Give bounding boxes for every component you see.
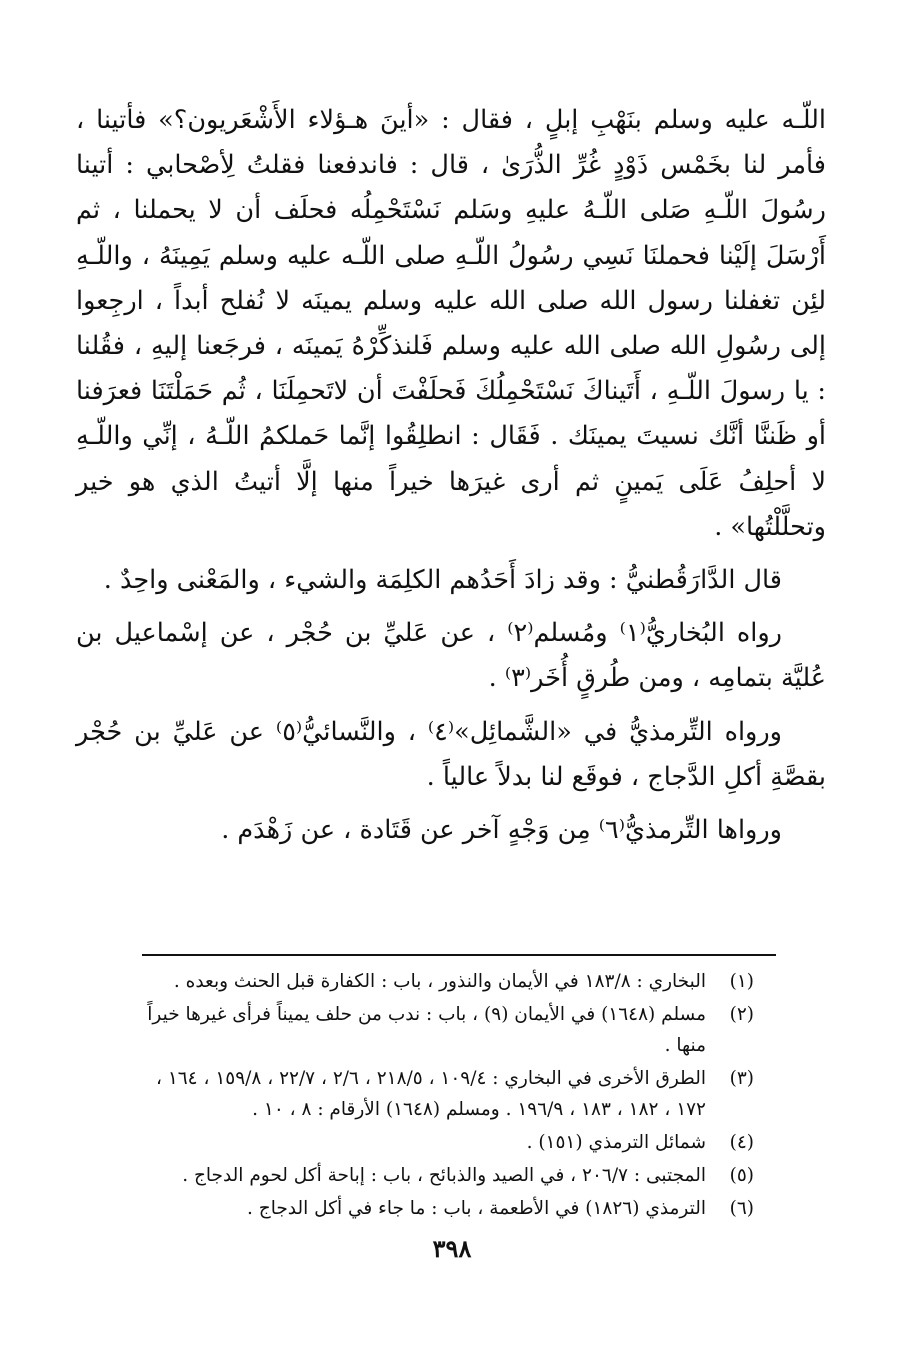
footnote-item <box>134 966 754 997</box>
footnote-item <box>134 1160 754 1191</box>
paragraph-tirmidhi-other: ورواها التِّرمذيُّ⁽٦⁾ مِن وَجْهٍ آخر عن قَتَادة ، عن زَهْدَم . <box>221 815 782 846</box>
footnote-item <box>134 1193 754 1224</box>
page-number: ٣٩٨ <box>432 1234 472 1263</box>
footnote-text: البخاري : ١٨٣/٨ في الأيمان والنذور ، باب : الكفارة قبل الحنث وبعده . <box>173 971 706 992</box>
main-text <box>76 98 826 861</box>
footnote-number: (٤) <box>729 1132 754 1153</box>
footnote-text: شمائل الترمذي (١٥١) . <box>526 1132 706 1153</box>
footnote-number: (٣) <box>729 1068 754 1089</box>
footnotes <box>134 966 754 1226</box>
footnote-number: (٥) <box>729 1165 754 1186</box>
footnote-number: (٦) <box>729 1198 754 1219</box>
paragraph-bukhari-muslim: رواه البُخاريُّ⁽١⁾ ومُسلم⁽٢⁾ ، عن عَليِّ بن حُجْر ، عن إسْماعيل بن عُليَّة بتمامِه ، ومن طُرقٍ أُخَر⁽٣⁾ . <box>76 618 826 694</box>
footnote-text: مسلم (١٦٤٨) في الأيمان (٩) ، باب : ندب من حلف يميناً فرأى غيرها خيراً منها . <box>147 1004 706 1056</box>
footnote-number: (٢) <box>729 1004 754 1025</box>
paragraph-tirmidhi-nasai: ورواه التِّرمذيُّ في «الشَّمائِل»⁽٤⁾ ، والنَّسائيُّ⁽٥⁾ عن عَليِّ بن حُجْر بقصَّةِ أكلِ الدَّجاج ، فوقَع لنا بدلاً عالياً . <box>76 716 826 792</box>
footnote-divider <box>142 954 776 956</box>
footnote-item <box>134 1063 754 1125</box>
footnote-text: الطرق الأخرى في البخاري : ١٠٩/٤ ، ٢١٨/٥ ، ٢/٦ ، ٢٢/٧ ، ١٥٩/٨ ، ١٦٤ ، ١٧٢ ، ١٨٢ ، ١٨٣ ، ١٩٦/٩ . ومسلم (١٦٤٨) الأرقام : ٨ ، ١٠ . <box>155 1068 706 1120</box>
footnote-text: الترمذي (١٨٢٦) في الأطعمة ، باب : ما جاء في أكل الدجاج . <box>247 1198 706 1219</box>
footnote-item <box>134 999 754 1061</box>
paragraph-daraqutni: قال الدَّارَقُطنيُّ : وقد زادَ أَحَدُهم الكلِمَة والشيء ، والمَعْنى واحِدٌ . <box>103 565 782 596</box>
footnote-text: المجتبى : ٢٠٦/٧ ، في الصيد والذبائح ، باب : إباحة أكل لحوم الدجاج . <box>182 1165 706 1186</box>
footnote-number: (١) <box>729 971 754 992</box>
footnote-item <box>134 1127 754 1158</box>
paragraph-hadith: اللّـه عليه وسلم بنَهْبِ إبلٍ ، فقال : «أينَ هـؤلاء الأَشْعَريون؟» فأتينا ، فأمر لنا بخَمْس ذَوْدٍ غُرِّ الذُّرَىٰ ، قال : فاندفعنا فقلتُ لِأصْحابي : أتينا رسُولَ اللّـهِ صَلى اللّـهُ عليهِ وسَلم نَسْتَحْمِلُه فحلَف أن لا يحملنا ، ثم أَرْسَلَ إلَيْنا فحملنَا نَسِي رسُولُ اللّـهِ صلى اللّـه عليه وسلم يَمِينَهُ ، واللّـهِ لئِن تغفلنا رسول الله صلى الله عليه وسلم يمينَه لا نُفلح أبداً ، ارجِعوا إلى رسُولِ الله صلى الله عليه وسلم فَلنذكِّرْهُ يَمينَه ، فرجَعنا إليهِ ، فقُلنا : يا رسولَ اللّـهِ ، أَتَيناكَ نَسْتَحْمِلُكَ فَحلَفْتَ أن لاتَحمِلَنَا ، ثُم حَمَلْتَنَا فعرَفنا أو ظَننَّا أنَّك نسيتَ يمينَك . فَقَال : انطلِقُوا إنَّما حَملكمُ اللّـهُ ، إنِّي واللّـهِ لا أحلِفُ عَلَى يَمينٍ ثم أرى غيرَها خيراً منها إلَّا أتيتُ الذي هو خير وتحلَّلْتُها» . <box>76 105 826 542</box>
